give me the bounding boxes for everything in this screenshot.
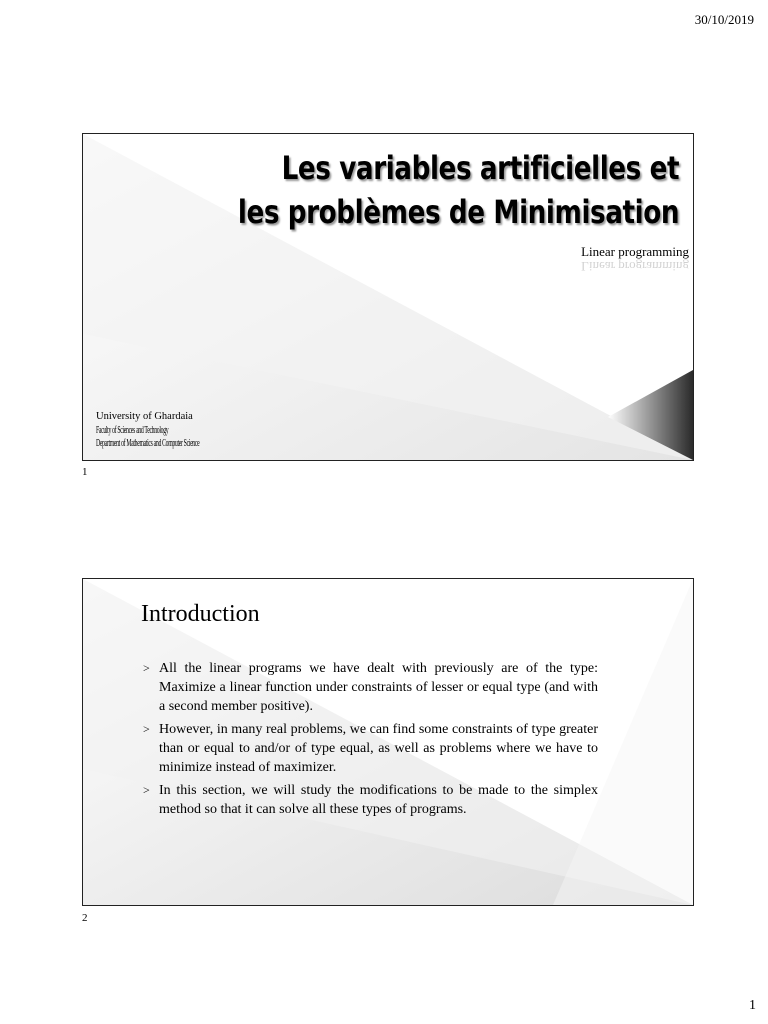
slide-title-line-1: Les variables artificielles et <box>281 149 679 187</box>
university-name: University of Ghardaia <box>96 411 193 422</box>
list-item: > However, in many real problems, we can find some constraints of type greater than or equal to and/or of type equal, as well as problems where we have to minimize instead of maximizer. <box>143 722 598 775</box>
slide-title: Introduction <box>141 601 260 627</box>
slide-1 <box>82 133 694 461</box>
slide-number-1: 1 <box>82 466 88 478</box>
department-name: Department of Mathematics and Computer Science <box>96 438 200 449</box>
bullet-marker: > <box>143 722 150 736</box>
slide-subtitle-reflection: Linear programming <box>581 259 689 274</box>
slide-2 <box>82 578 694 906</box>
faculty-name: Faculty of Sciences and Technology <box>96 424 169 436</box>
slide-number-2: 2 <box>82 912 88 924</box>
list-item: > In this section, we will study the modifications to be made to the simplex method so that it can solve all these types of programs. <box>143 783 598 817</box>
page-date: 30/10/2019 <box>694 12 754 27</box>
bullet-list <box>143 659 598 823</box>
affiliation <box>96 410 284 451</box>
slide-title-line-2: les problèmes de Minimisation <box>237 193 679 231</box>
slide-title <box>238 146 679 234</box>
bullet-marker: > <box>143 661 150 675</box>
bullet-marker: > <box>143 783 150 797</box>
page-number: 1 <box>749 998 756 1013</box>
slide-subtitle: Linear programming <box>581 244 689 259</box>
list-item: > All the linear programs we have dealt with previously are of the type: Maximize a linear function under constraints of lesser or equal type (and with a second member positive). <box>143 661 598 714</box>
